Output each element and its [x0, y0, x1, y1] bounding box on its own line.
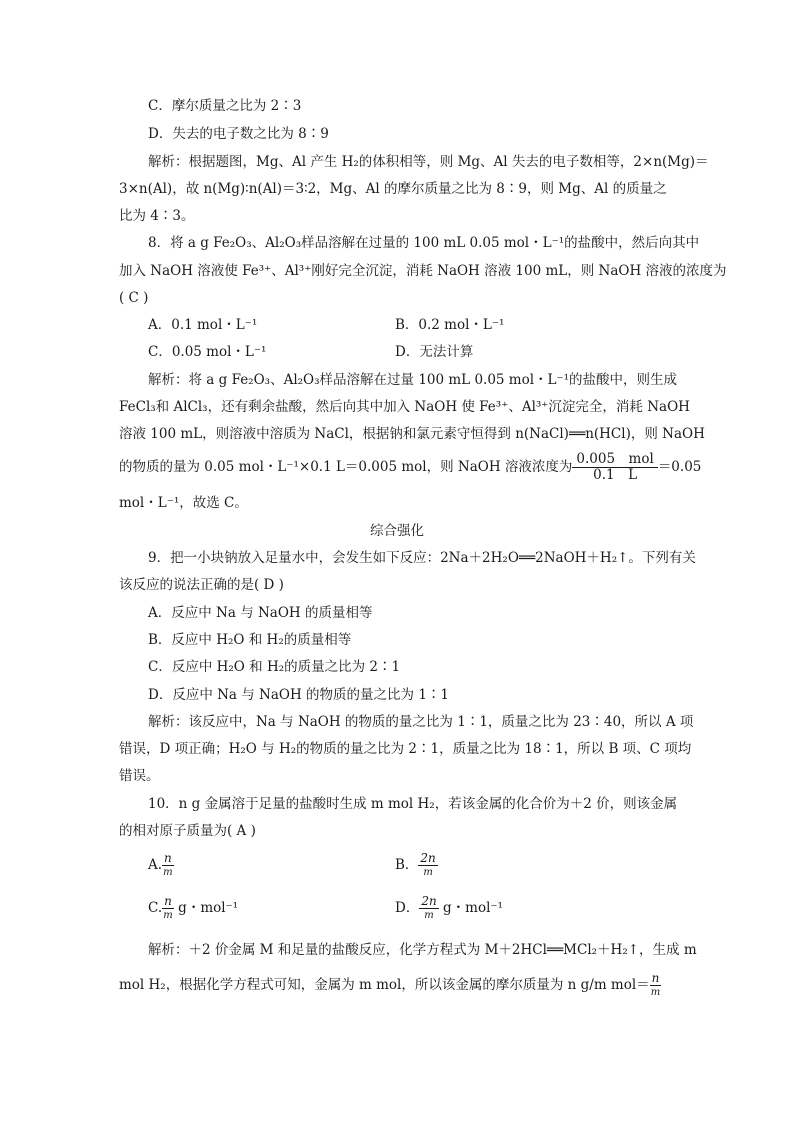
option-b-label: B．: [395, 857, 419, 873]
molar-mass-denominator: m: [650, 987, 661, 998]
option-c-fraction: [162, 895, 174, 922]
option-a-label: A.: [148, 857, 163, 873]
question-9-option-b: B．反应中 H₂O 和 H₂的质量相等: [148, 632, 352, 648]
option-b-fraction: [418, 852, 437, 879]
option-d-label: D．: [395, 900, 420, 916]
explanation-8-line-2: FeCl₃和 AlCl₃，还有剩余盐酸，然后向其中加入 NaOH 使 Fe³⁺、Al³⁺沉淀完全，消耗 NaOH: [119, 399, 690, 415]
question-10-option-c: [148, 895, 238, 922]
question-8-line-1: 8．将 a g Fe₂O₃、Al₂O₃样品溶解在过量的 100 mL 0.05 mol・L⁻¹的盐酸中，然后向其中: [148, 235, 700, 251]
question-8-line-2: 加入 NaOH 溶液使 Fe³⁺、Al³⁺刚好完全沉淀，消耗 NaOH 溶液 100 mL，则 NaOH 溶液的浓度为: [119, 263, 727, 279]
explanation-8-line-4-end: ＝0.05: [657, 459, 702, 475]
option-b-numerator: 2n: [420, 851, 436, 865]
question-10-option-b: [395, 852, 438, 879]
option-a-fraction: [162, 852, 174, 879]
molar-mass-numerator: n: [651, 971, 660, 985]
explanation-9-line-2: 错误，D 项正确；H₂O 与 H₂的物质的量之比为 2∶1，质量之比为 18∶1，所以 B 项、C 项均: [119, 741, 692, 757]
question-8-option-c: C．0.05 mol・L⁻¹: [148, 344, 267, 360]
explanation-10-line-2: [119, 972, 661, 999]
question-10-line-1: 10．n g 金属溶于足量的盐酸时生成 m mol H₂，若该金属的化合价为＋2 价，则该金属: [148, 796, 678, 812]
fraction-numerator: 0.005 mol: [572, 452, 657, 468]
explanation-9-line-3: 错误。: [119, 768, 160, 784]
option-b-denominator: m: [423, 867, 433, 878]
option-c-unit: g・mol⁻¹: [178, 900, 239, 916]
explanation-8-line-1: 解析：将 a g Fe₂O₃、Al₂O₃样品溶解在过量 100 mL 0.05 mol・L⁻¹的盐酸中，则生成: [148, 372, 678, 388]
question-10-option-d: [395, 895, 503, 922]
section-heading: 综合强化: [370, 523, 424, 539]
fraction-denominator: 0.1 L: [593, 467, 638, 483]
question-8-option-d: D．无法计算: [395, 344, 474, 360]
question-10-option-a: [148, 852, 174, 879]
question-10-line-2: 的相对原子质量为( A ): [119, 823, 256, 839]
explanation-7-line-1: 解析：根据题图，Mg、Al 产生 H₂的体积相等，则 Mg、Al 失去的电子数相等，2×n(Mg)＝: [148, 154, 709, 170]
option-c-label: C.: [148, 900, 163, 916]
question-9-line-1: 9．把一小块钠放入足量水中，会发生如下反应：2Na＋2H₂O══2NaOH＋H₂↑。下列有关: [148, 550, 696, 566]
explanation-8-line-4: [119, 452, 701, 483]
question-8-option-b: B．0.2 mol・L⁻¹: [395, 317, 505, 333]
option-d-numerator: 2n: [421, 894, 437, 908]
option-d-electrons: D．失去的电子数之比为 8∶9: [148, 126, 329, 142]
option-c-molar-mass: C．摩尔质量之比为 2∶3: [148, 98, 302, 114]
question-9-line-2: 该反应的说法正确的是( D ): [119, 577, 284, 593]
explanation-8-line-4-text: 的物质的量为 0.05 mol・L⁻¹×0.1 L＝0.005 mol，则 NaOH 溶液浓度为: [119, 459, 573, 475]
question-9-option-d: D．反应中 Na 与 NaOH 的物质的量之比为 1∶1: [148, 687, 450, 703]
explanation-7-line-3: 比为 4∶3。: [119, 208, 195, 224]
molar-mass-fraction: [650, 972, 662, 999]
question-9-option-c: C．反应中 H₂O 和 H₂的质量之比为 2∶1: [148, 659, 401, 675]
option-c-numerator: n: [164, 894, 172, 908]
option-d-unit: g・mol⁻¹: [443, 900, 503, 916]
explanation-10-line-1: 解析：＋2 价金属 M 和足量的盐酸反应，化学方程式为 M＋2HCl══MCl₂＋H₂↑，生成 m: [148, 942, 697, 958]
question-8-option-a: A．0.1 mol・L⁻¹: [148, 317, 258, 333]
option-d-fraction: [419, 895, 438, 922]
option-c-denominator: m: [163, 910, 173, 921]
question-9-option-a: A．反应中 Na 与 NaOH 的质量相等: [148, 605, 373, 621]
explanation-7-line-2: 3×n(Al)，故 n(Mg)∶n(Al)＝3∶2，Mg、Al 的摩尔质量之比为 8∶9，则 Mg、Al 的质量之: [119, 181, 667, 197]
option-a-denominator: m: [163, 867, 173, 878]
explanation-10-line-2-text: mol H₂，根据化学方程式可知，金属为 m mol，所以该金属的摩尔质量为 n g/m mol＝: [119, 977, 650, 993]
explanation-8-line-5: mol・L⁻¹，故选 C。: [119, 495, 248, 511]
option-a-numerator: n: [164, 851, 172, 865]
concentration-fraction: [572, 452, 657, 483]
explanation-8-line-3: 溶液 100 mL，则溶液中溶质为 NaCl，根据钠和氯元素守恒得到 n(NaCl)══n(HCl)，则 NaOH: [119, 426, 705, 442]
explanation-9-line-1: 解析：该反应中，Na 与 NaOH 的物质的量之比为 1∶1，质量之比为 23∶40，所以 A 项: [148, 714, 694, 730]
option-d-denominator: m: [424, 910, 434, 921]
question-8-answer: ( C ): [119, 290, 149, 306]
